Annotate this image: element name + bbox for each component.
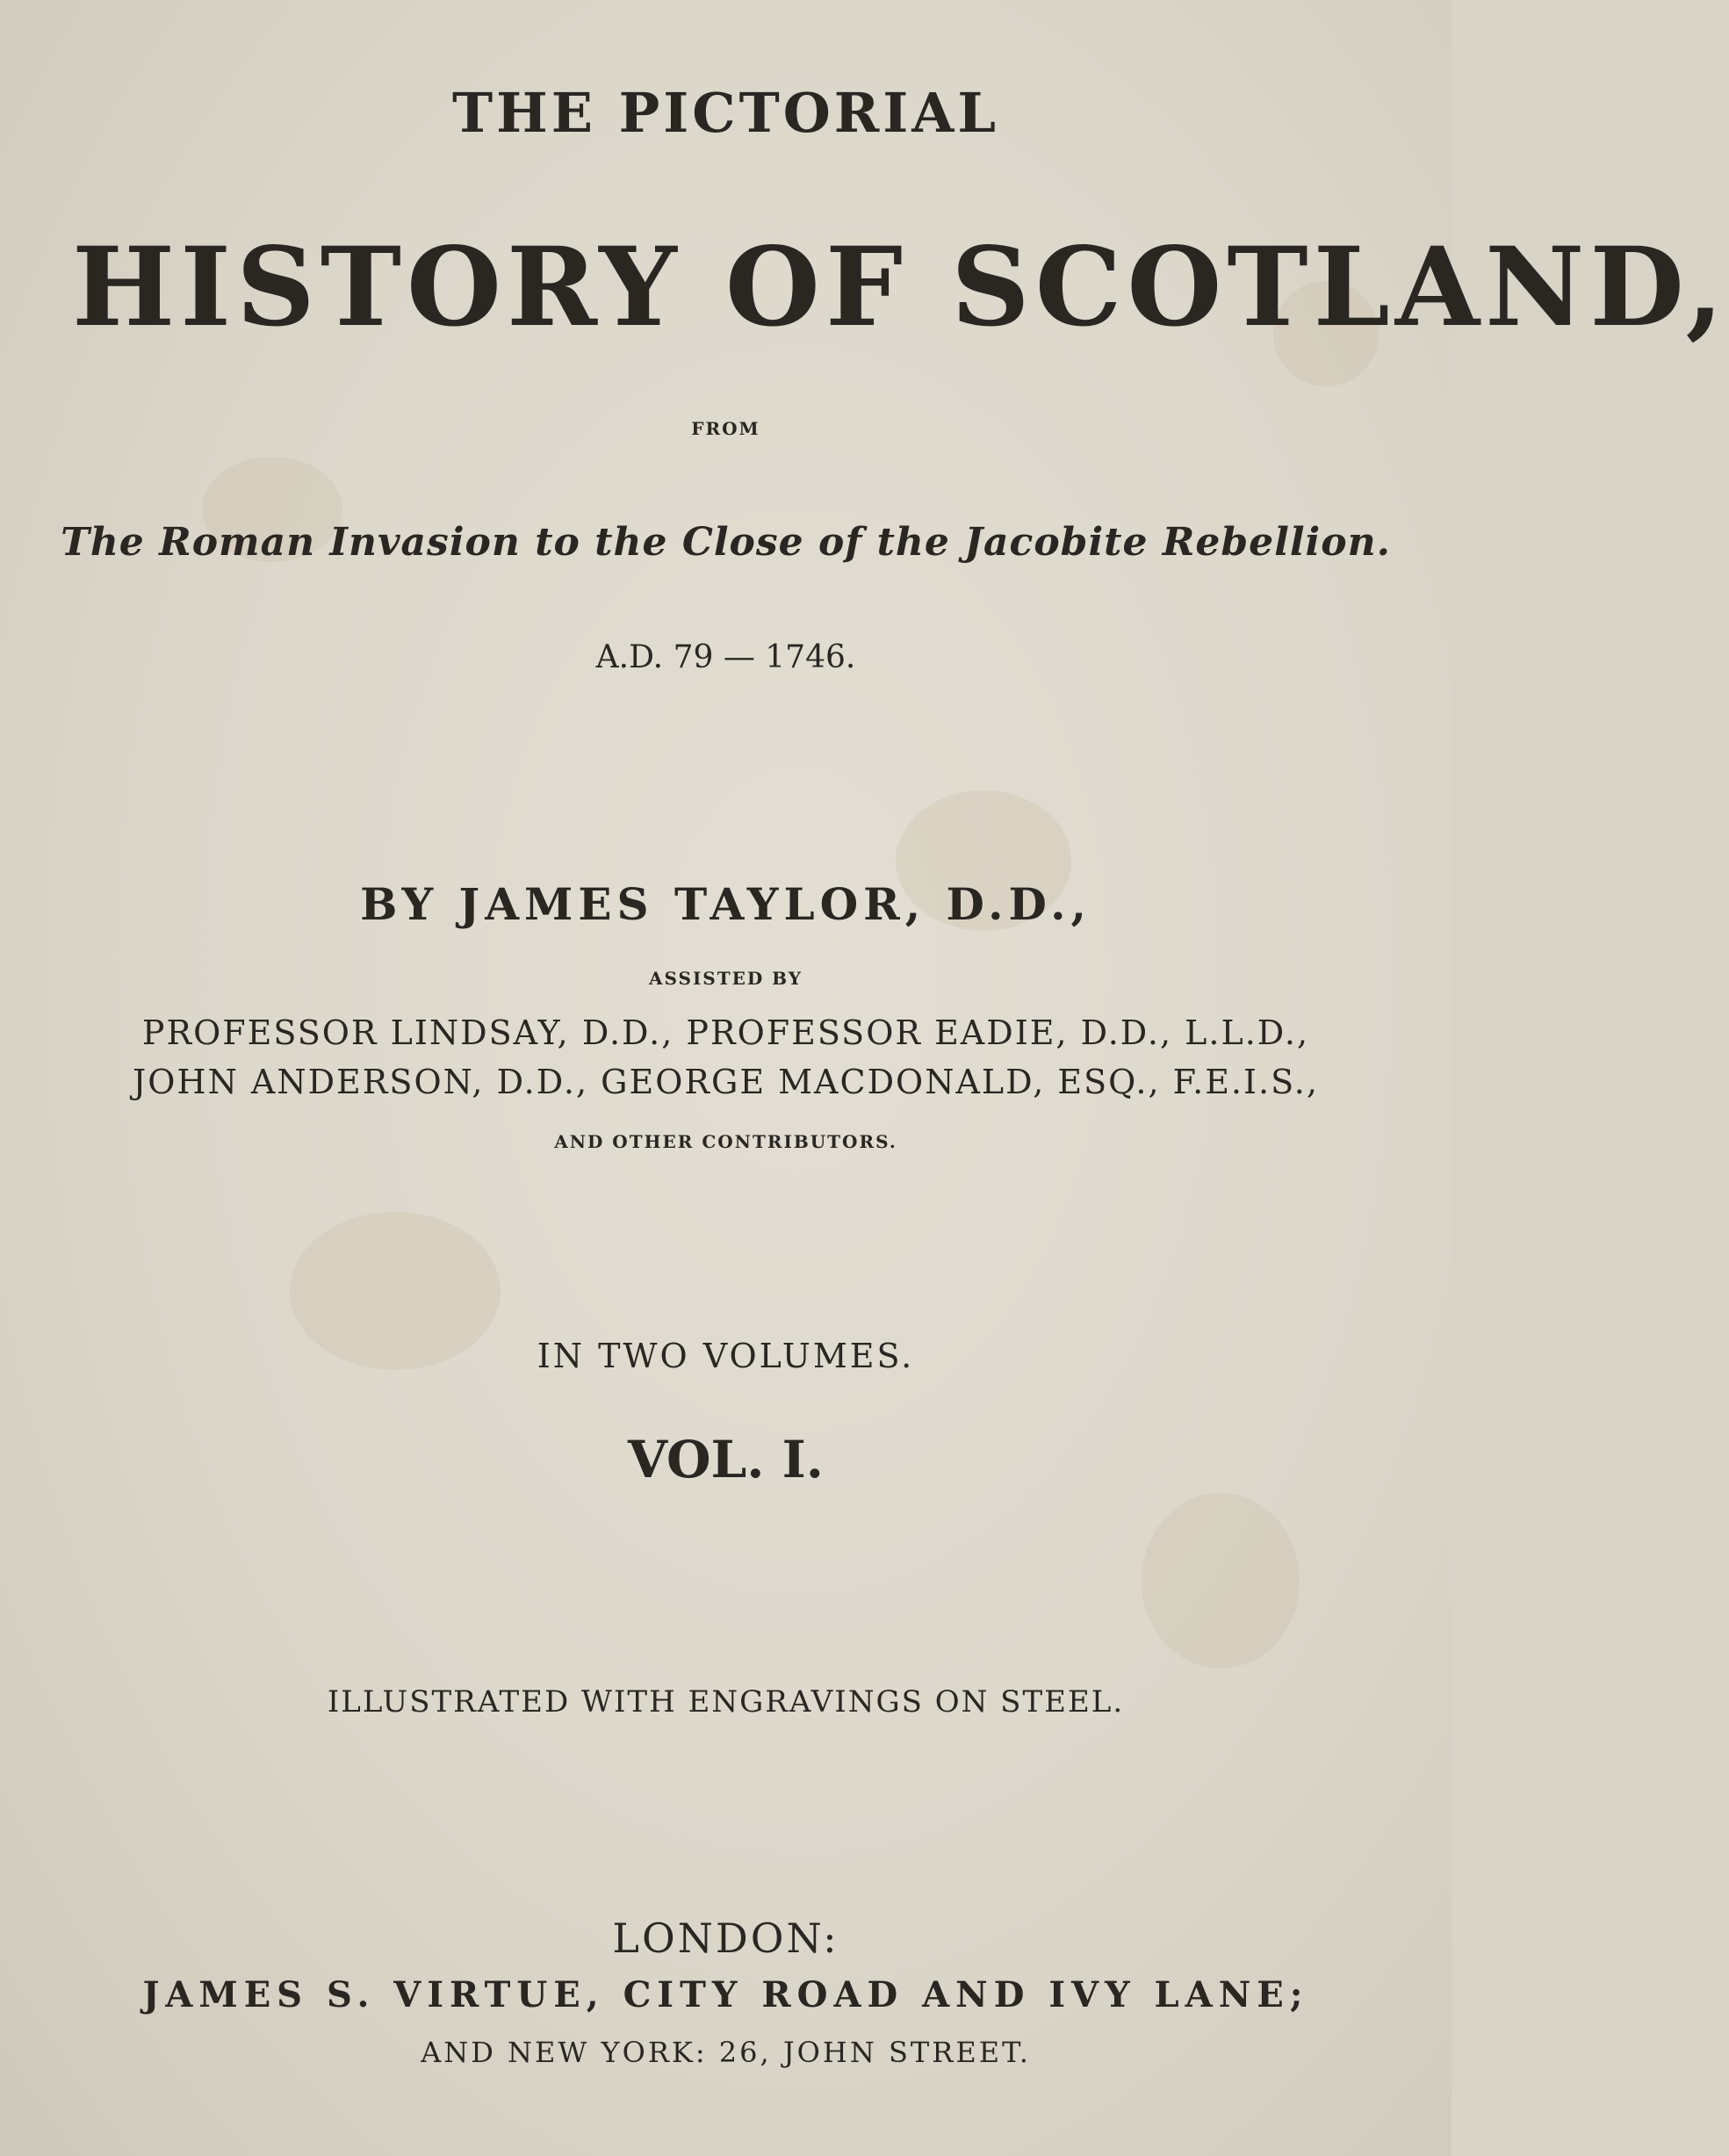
volume-number: VOL. I.: [628, 1430, 824, 1489]
contributors-line-1: PROFESSOR LINDSAY, D.D., PROFESSOR EADIE, D.D., L.L.D.,: [141, 1013, 1310, 1052]
other-contributors-label: AND OTHER CONTRIBUTORS.: [554, 1131, 897, 1152]
subtitle-blackletter: The Roman Invasion to the Close of the Jacobite Rebellion.: [61, 520, 1391, 565]
imprint-newyork: AND NEW YORK: 26, JOHN STREET.: [421, 2036, 1031, 2069]
illustration-note: ILLUSTRATED WITH ENGRAVINGS ON STEEL.: [327, 1684, 1125, 1720]
contributors-line-2: JOHN ANDERSON, D.D., GEORGE MACDONALD, ESQ., F.E.I.S.,: [133, 1063, 1319, 1101]
from-label: FROM: [691, 418, 760, 439]
assisted-by-label: ASSISTED BY: [648, 968, 803, 989]
imprint-city: LONDON:: [612, 1914, 839, 1962]
title-line-pictorial: THE PICTORIAL: [452, 81, 999, 145]
author-line: BY JAMES TAYLOR, D.D.,: [360, 878, 1091, 930]
paper-stain: [1142, 1493, 1300, 1669]
imprint-publisher: JAMES S. VIRTUE, CITY ROAD AND IVY LANE;: [142, 1974, 1309, 2015]
date-range: A.D. 79 — 1746.: [595, 639, 856, 675]
main-title: HISTORY OF SCOTLAND,: [72, 224, 1729, 351]
volumes-count: IN TWO VOLUMES.: [537, 1337, 915, 1375]
